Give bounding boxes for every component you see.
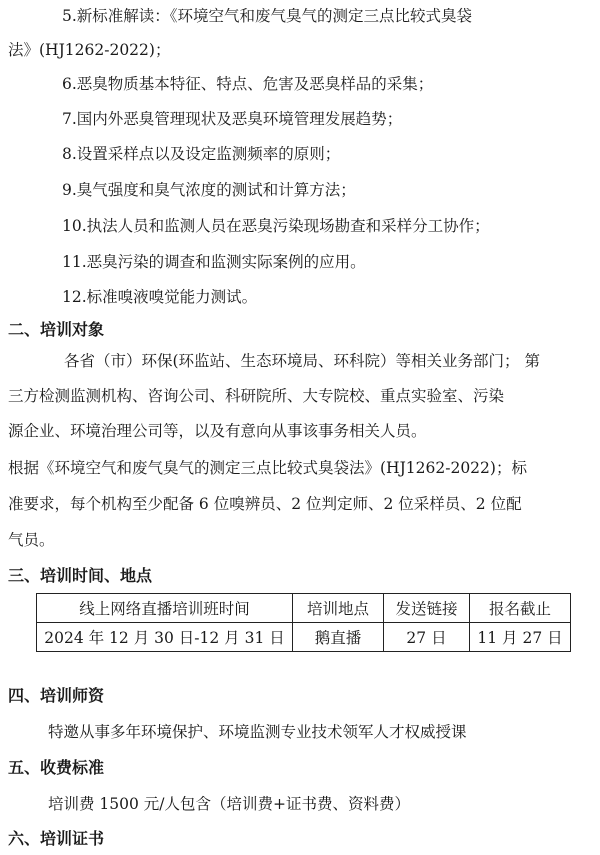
- fees-text: 培训费 1500 元/人包含（培训费+证书费、资料费）: [48, 795, 411, 813]
- teachers-text: 特邀从事多年环境保护、环境监测专业技术领军人才权威授课: [48, 723, 467, 741]
- section-heading-teachers: 四、培训师资: [8, 686, 105, 705]
- content-item-11: 11.恶臭污染的调查和监测实际案例的应用。: [62, 253, 366, 271]
- header-location: 培训地点: [293, 594, 384, 623]
- content-item-8: 8.设置采样点以及设定监测频率的原则；: [62, 145, 341, 163]
- table-row: [37, 623, 571, 652]
- table-header-row: [37, 594, 571, 623]
- content-item-9: 9.臭气强度和臭气浓度的测试和计算方法；: [62, 181, 356, 199]
- schedule-table: [36, 593, 571, 652]
- cell-time: 2024 年 12 月 30 日-12 月 31 日: [37, 623, 293, 652]
- cell-deadline: 11 月 27 日: [470, 623, 571, 652]
- content-item-7: 7.国内外恶臭管理现状及恶臭环境管理发展趋势；: [62, 110, 403, 128]
- trainees-line-2: 三方检测监测机构、咨询公司、科研院所、大专院校、重点实验室、污染: [8, 387, 505, 405]
- trainees-line-6: 气员。: [8, 531, 55, 549]
- cell-location: 鹅直播: [293, 623, 384, 652]
- content-item-10: 10.执法人员和监测人员在恶臭污染现场勘查和采样分工协作；: [62, 217, 490, 235]
- header-link: 发送链接: [384, 594, 470, 623]
- trainees-line-1: 各省（市）环保(环监站、生态环境局、环科院）等相关业务部门； 第: [64, 352, 540, 370]
- section-heading-time-place: 三、培训时间、地点: [8, 566, 153, 585]
- section-heading-fees: 五、收费标准: [8, 758, 105, 777]
- cell-link: 27 日: [384, 623, 470, 652]
- header-time: 线上网络直播培训班时间: [37, 594, 293, 623]
- header-deadline: 报名截止: [470, 594, 571, 623]
- trainees-line-4: 根据《环境空气和废气臭气的测定三点比较式臭袋法》(HJ1262-2022)；标: [8, 459, 527, 477]
- trainees-line-3: 源企业、环境治理公司等，以及有意向从事该事务相关人员。: [8, 422, 427, 440]
- section-heading-trainees: 二、培训对象: [8, 320, 105, 339]
- section-heading-certificate: 六、培训证书: [8, 829, 105, 848]
- content-item-5: 5.新标准解读：《环境空气和废气臭气的测定三点比较式臭袋: [62, 7, 473, 25]
- content-item-6: 6.恶臭物质基本特征、特点、危害及恶臭样品的采集；: [62, 75, 434, 93]
- content-item-5-cont: 法》(HJ1262-2022)；: [8, 41, 171, 59]
- content-item-12: 12.标准嗅液嗅觉能力测试。: [62, 288, 258, 306]
- trainees-line-5: 准要求，每个机构至少配备 6 位嗅辨员、2 位判定师、2 位采样员、2 位配: [8, 495, 522, 513]
